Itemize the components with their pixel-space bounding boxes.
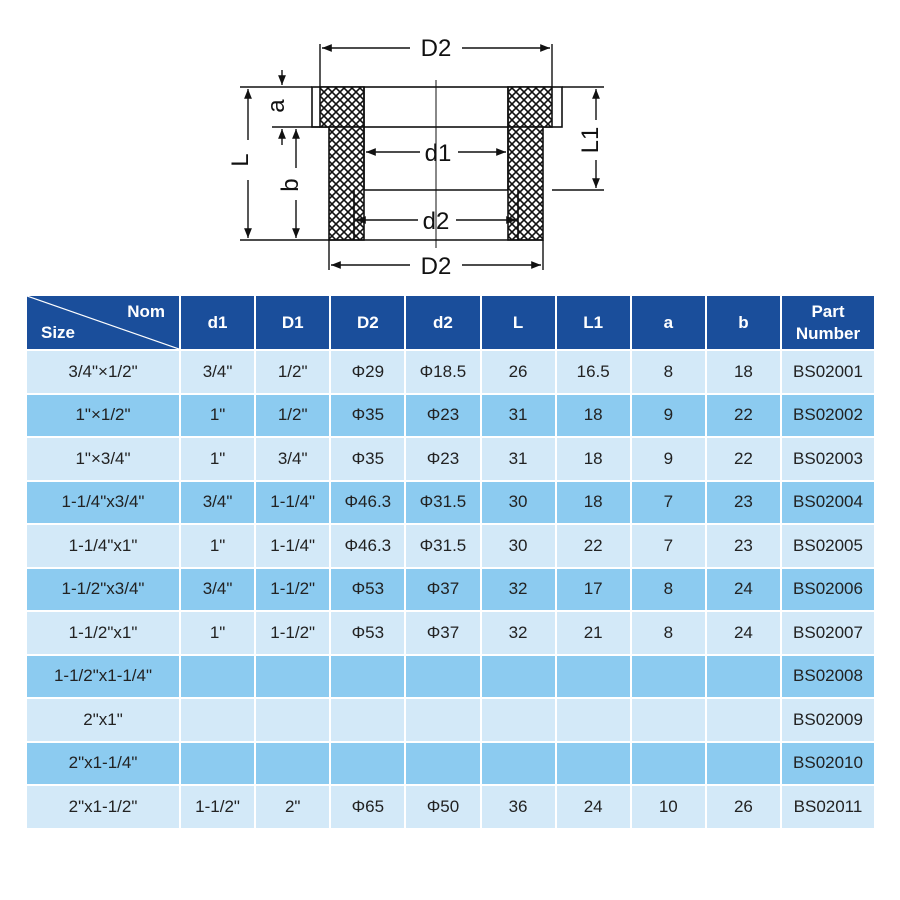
cell-d2: Φ31.5 (406, 482, 479, 524)
cell-a: 9 (632, 395, 705, 437)
cell-size: 1"×3/4" (27, 438, 179, 480)
cell-b: 18 (707, 351, 780, 393)
cell-size: 1"×1/2" (27, 395, 179, 437)
cell-L: 30 (482, 525, 555, 567)
table-body (27, 351, 874, 828)
cell-d2: Φ23 (406, 395, 479, 437)
cell-part-number: BS02002 (782, 395, 874, 437)
dim-label-D2-top: D2 (420, 35, 452, 62)
cell-d1: 1" (181, 438, 254, 480)
cell-L1: 24 (557, 786, 630, 828)
cell-part-number: BS02005 (782, 525, 874, 567)
cell-d2: Φ23 (406, 438, 479, 480)
cell-part-number: BS02008 (782, 656, 874, 698)
cell-b: 22 (707, 438, 780, 480)
table-row (27, 438, 874, 480)
cell-d2: Φ37 (406, 569, 479, 611)
dim-label-L: L (227, 153, 254, 167)
cell-L1 (557, 743, 630, 785)
cell-D2 (331, 743, 404, 785)
cell-b (707, 699, 780, 741)
cell-L1: 18 (557, 438, 630, 480)
cell-d1: 1" (181, 395, 254, 437)
cell-L1: 21 (557, 612, 630, 654)
cell-D1 (256, 656, 329, 698)
header-L1: L1 (557, 296, 630, 349)
cell-D2: Φ29 (331, 351, 404, 393)
dim-label-b: b (277, 178, 304, 192)
cell-D2 (331, 656, 404, 698)
cell-part-number: BS02004 (782, 482, 874, 524)
cell-b (707, 743, 780, 785)
cell-a (632, 743, 705, 785)
cell-b (707, 656, 780, 698)
cell-d1: 3/4" (181, 569, 254, 611)
cell-L: 32 (482, 612, 555, 654)
cell-D2 (331, 699, 404, 741)
bushing-drawing (0, 0, 900, 290)
header-D2: D2 (331, 296, 404, 349)
cell-size: 1-1/2"x1-1/4" (27, 656, 179, 698)
cell-D2: Φ53 (331, 569, 404, 611)
cell-D2: Φ53 (331, 612, 404, 654)
header-part-number (782, 296, 874, 349)
cell-d1 (181, 699, 254, 741)
cell-d1: 3/4" (181, 482, 254, 524)
cell-D1: 1/2" (256, 351, 329, 393)
cell-d2 (406, 656, 479, 698)
cell-a: 8 (632, 569, 705, 611)
cell-d1: 1" (181, 525, 254, 567)
cell-D2: Φ35 (331, 438, 404, 480)
cell-D1: 3/4" (256, 438, 329, 480)
cell-a (632, 699, 705, 741)
table-row (27, 656, 874, 698)
cell-L: 32 (482, 569, 555, 611)
cell-D1: 1-1/2" (256, 612, 329, 654)
cell-D2: Φ65 (331, 786, 404, 828)
dim-label-L1: L1 (577, 126, 604, 154)
header-a: a (632, 296, 705, 349)
cell-L1: 17 (557, 569, 630, 611)
cell-D1 (256, 699, 329, 741)
cell-part-number: BS02006 (782, 569, 874, 611)
corner-size-label: Size (41, 323, 76, 342)
cell-size: 2"x1" (27, 699, 179, 741)
header-D1: D1 (256, 296, 329, 349)
part-header-line1: Part (811, 301, 845, 321)
cell-size: 1-1/2"x1" (27, 612, 179, 654)
cell-size: 3/4"×1/2" (27, 351, 179, 393)
cell-D1: 1-1/4" (256, 525, 329, 567)
cell-a: 9 (632, 438, 705, 480)
dim-label-d2: d2 (422, 208, 450, 235)
cell-D1: 1/2" (256, 395, 329, 437)
cell-D2: Φ46.3 (331, 482, 404, 524)
cell-D1: 1-1/2" (256, 569, 329, 611)
cell-size: 2"x1-1/2" (27, 786, 179, 828)
cell-part-number: BS02011 (782, 786, 874, 828)
cell-d1 (181, 743, 254, 785)
cell-D2: Φ46.3 (331, 525, 404, 567)
table-row (27, 351, 874, 393)
cell-b: 23 (707, 482, 780, 524)
cell-b: 23 (707, 525, 780, 567)
cell-L: 30 (482, 482, 555, 524)
table-row (27, 525, 874, 567)
cell-L: 26 (482, 351, 555, 393)
cell-L1: 22 (557, 525, 630, 567)
header-b: b (707, 296, 780, 349)
table-row (27, 612, 874, 654)
header-d2: d2 (406, 296, 479, 349)
cell-part-number: BS02009 (782, 699, 874, 741)
cell-size: 1-1/2"x3/4" (27, 569, 179, 611)
cell-L: 31 (482, 438, 555, 480)
cell-D1: 2" (256, 786, 329, 828)
dim-label-D2-bottom: D2 (420, 253, 452, 280)
cell-L (482, 699, 555, 741)
cell-a (632, 656, 705, 698)
cell-part-number: BS02003 (782, 438, 874, 480)
dimension-lines (240, 44, 604, 270)
cell-size: 1-1/4"x1" (27, 525, 179, 567)
cell-size: 1-1/4"x3/4" (27, 482, 179, 524)
table-row (27, 482, 874, 524)
table-row (27, 743, 874, 785)
cell-part-number: BS02001 (782, 351, 874, 393)
cell-b: 26 (707, 786, 780, 828)
cell-D1 (256, 743, 329, 785)
dim-label-a: a (263, 99, 290, 113)
cell-size: 2"x1-1/4" (27, 743, 179, 785)
dim-label-d1: d1 (424, 140, 452, 167)
cell-L1: 18 (557, 482, 630, 524)
cell-a: 8 (632, 351, 705, 393)
table-row (27, 395, 874, 437)
header-d1: d1 (181, 296, 254, 349)
cell-L1: 18 (557, 395, 630, 437)
cell-b: 24 (707, 612, 780, 654)
cell-a: 8 (632, 612, 705, 654)
cell-L: 31 (482, 395, 555, 437)
header-row (27, 296, 874, 349)
cell-L (482, 743, 555, 785)
cell-d2: Φ31.5 (406, 525, 479, 567)
cell-part-number: BS02007 (782, 612, 874, 654)
cell-d1 (181, 656, 254, 698)
cell-d2 (406, 743, 479, 785)
cell-a: 7 (632, 525, 705, 567)
cell-L1 (557, 656, 630, 698)
table-row (27, 786, 874, 828)
cell-d2: Φ50 (406, 786, 479, 828)
cell-L1 (557, 699, 630, 741)
cell-D2: Φ35 (331, 395, 404, 437)
cell-d2 (406, 699, 479, 741)
cell-d2: Φ18.5 (406, 351, 479, 393)
cell-part-number: BS02010 (782, 743, 874, 785)
corner-nom-label: Nom (127, 302, 165, 321)
cell-L1: 16.5 (557, 351, 630, 393)
cell-a: 7 (632, 482, 705, 524)
cell-d1: 1-1/2" (181, 786, 254, 828)
part-header-line2: Number (795, 323, 861, 343)
cell-d1: 3/4" (181, 351, 254, 393)
cell-b: 24 (707, 569, 780, 611)
cell-d1: 1" (181, 612, 254, 654)
table-row (27, 569, 874, 611)
table-row (27, 699, 874, 741)
cell-D1: 1-1/4" (256, 482, 329, 524)
cell-d2: Φ37 (406, 612, 479, 654)
corner-header (27, 296, 179, 349)
cell-L (482, 656, 555, 698)
cell-b: 22 (707, 395, 780, 437)
cell-L: 36 (482, 786, 555, 828)
header-L: L (482, 296, 555, 349)
spec-table (25, 294, 876, 830)
cell-a: 10 (632, 786, 705, 828)
